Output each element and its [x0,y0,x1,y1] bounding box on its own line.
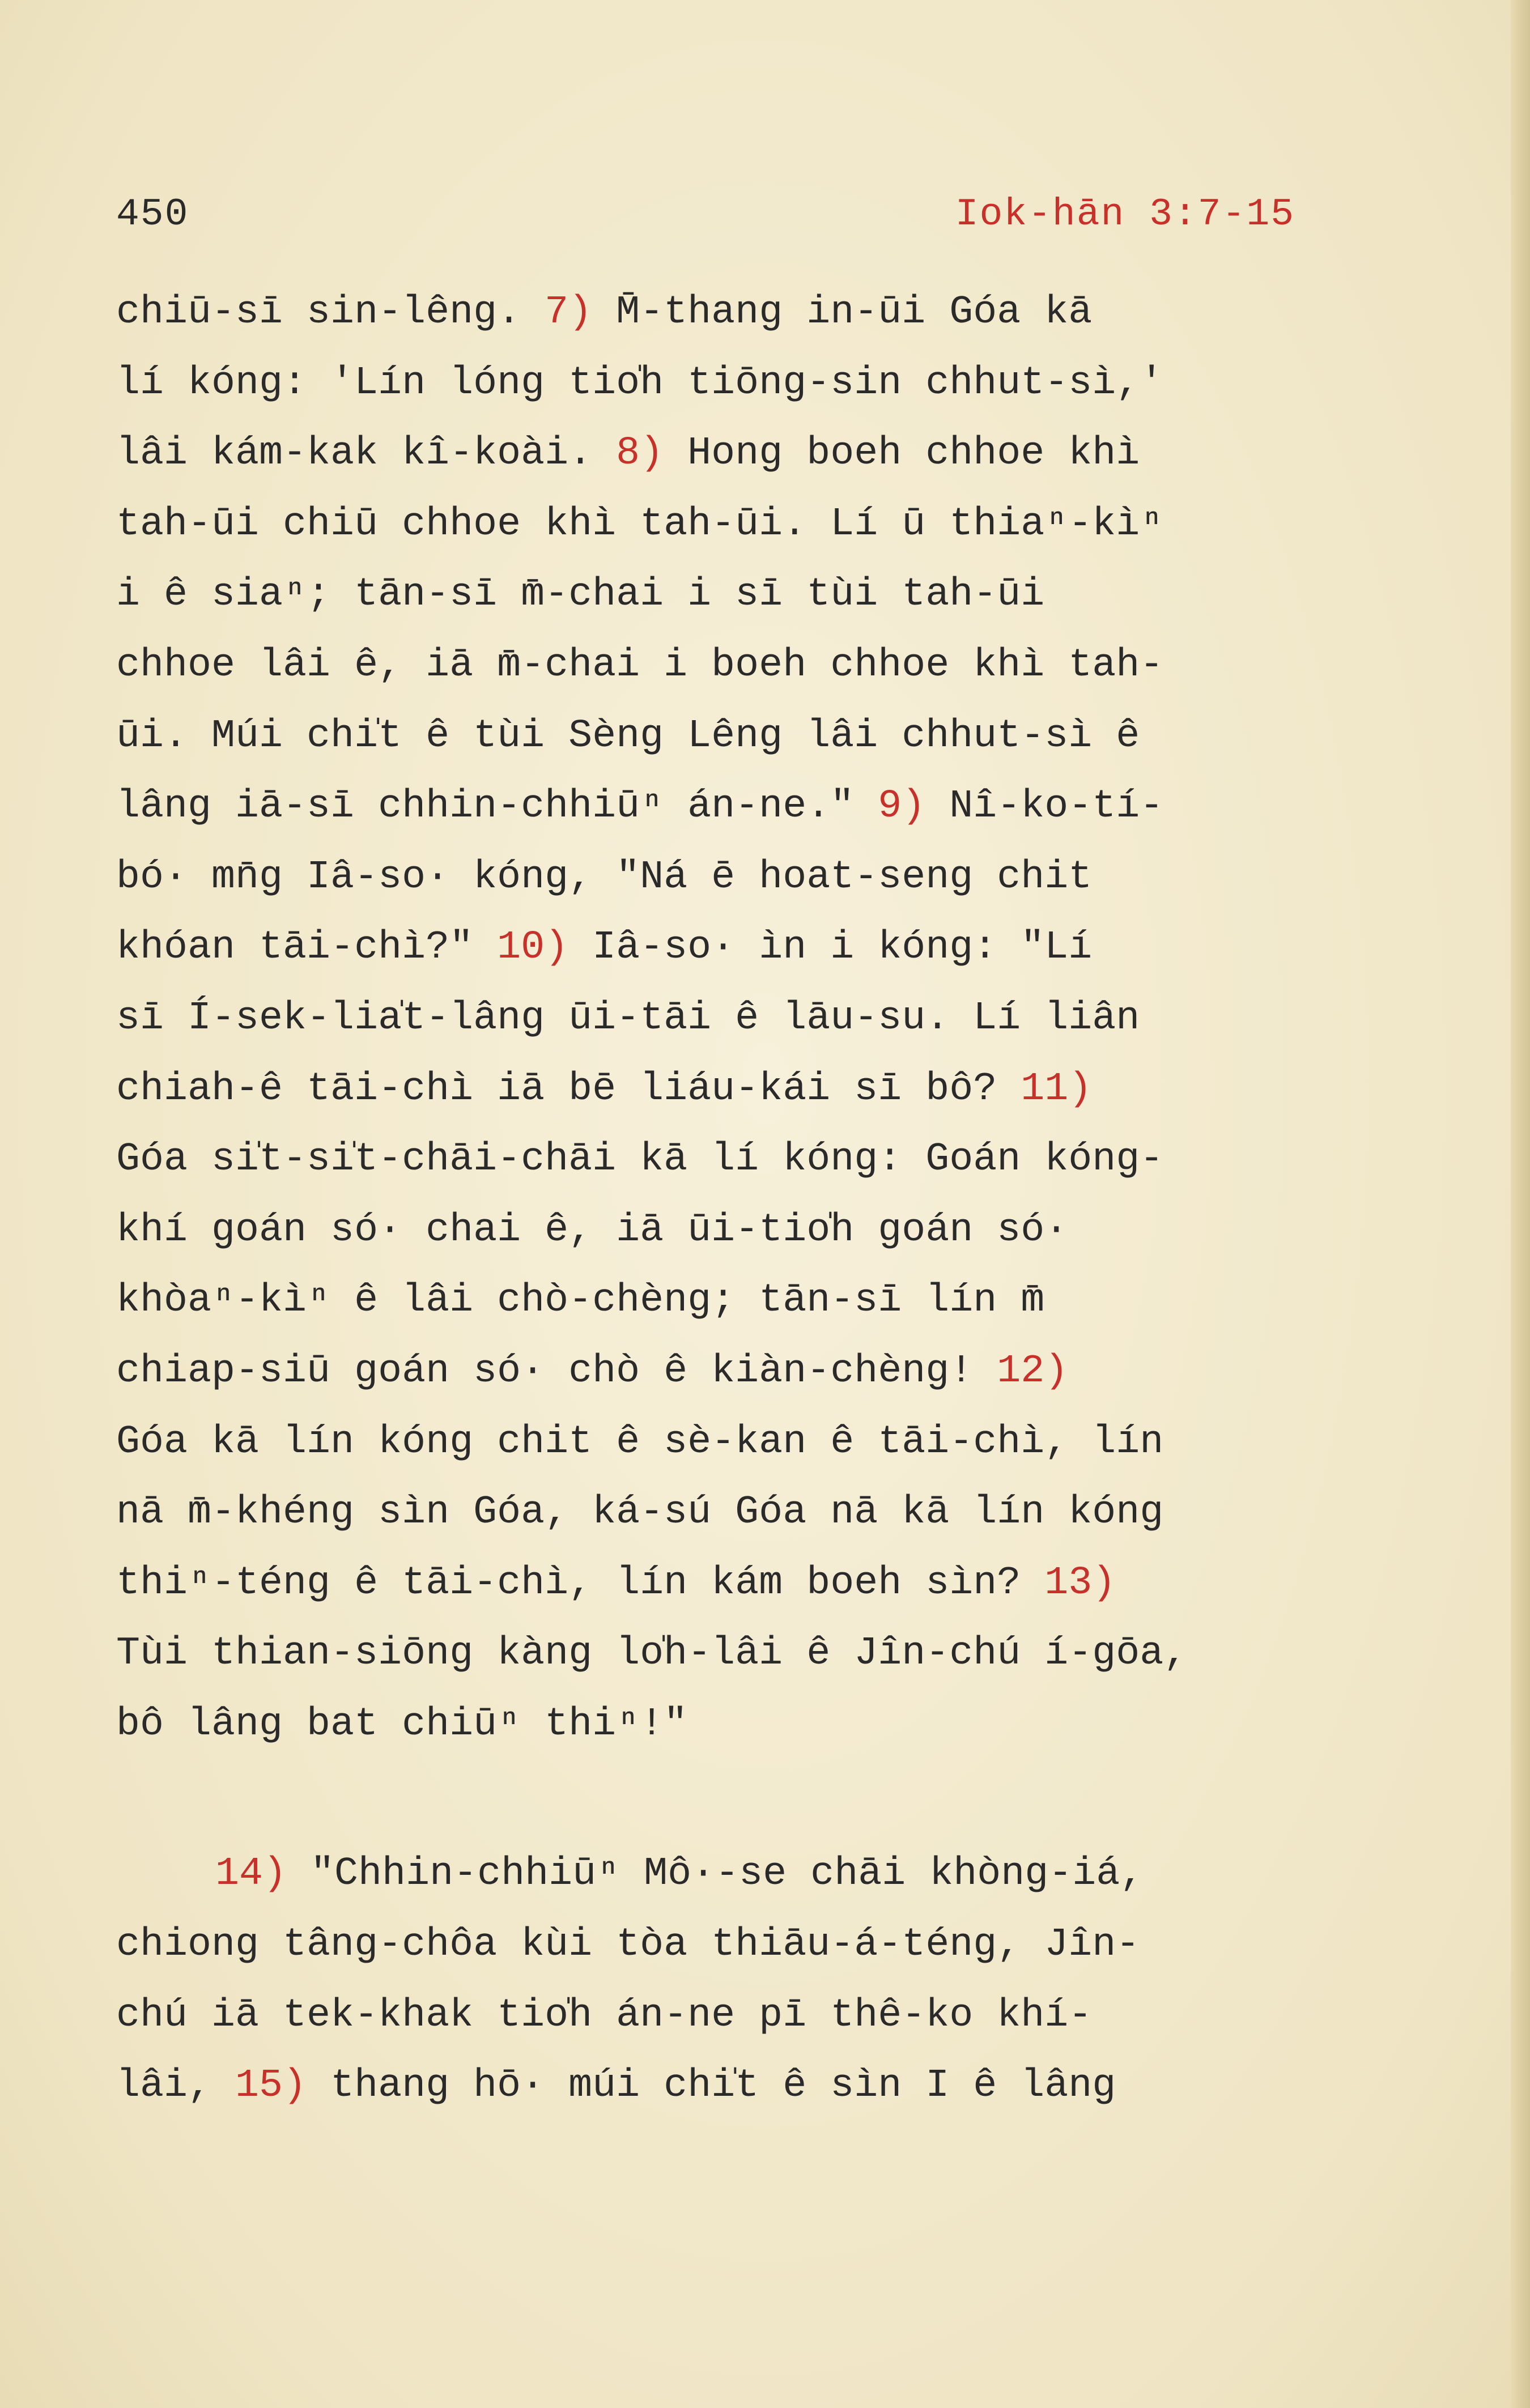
line-text: ūi. Múi chi̍t ê tùi Sèng Lêng lâi chhut-sì ê [116,713,1140,759]
line-text: tah-ūi chiū chhoe khì tah-ūi. Lí ū thiaⁿ-kìⁿ [116,501,1164,547]
verse-number: 15) [235,2064,307,2109]
line-text: i ê siaⁿ; tān-sī m̄-chai i sī tùi tah-ūi [116,572,1045,618]
line-text: Góa si̍t-si̍t-chāi-chāi kā lí kóng: Goán kóng- [116,1137,1164,1182]
text-line [116,1690,1436,1760]
text-line [116,2051,1436,2122]
text-line [116,348,1436,419]
verse-number: 8) [616,431,664,477]
line-text: Nî-ko-tí- [925,784,1164,829]
line-text: bô lâng bat chiūⁿ thiⁿ!" [116,1701,688,1747]
line-text: sī Í-sek-lia̍t-lâng ūi-tāi ê lāu-su. Lí liân [116,995,1140,1041]
verse-number: 11) [1021,1066,1093,1112]
verse-number: 12) [997,1348,1069,1394]
line-text: khí goán só· chai ê, iā ūi-tio̍h goán só· [116,1207,1069,1253]
line-text: thiⁿ-téng ê tāi-chì, lín kám boeh sìn? [116,1560,1045,1606]
paragraph-2 [116,1839,1436,2121]
text-line [116,772,1436,843]
text-line [116,1619,1436,1690]
line-text: lâi, [116,2064,236,2109]
text-line [116,1125,1436,1196]
line-text: "Chhin-chhiūⁿ Mô·-se chāi khòng-iá, [287,1852,1144,1897]
line-text: khòaⁿ-kìⁿ ê lâi chò-chèng; tān-sī lín m̄ [116,1278,1045,1324]
text-line [116,1981,1436,2052]
line-text: Hong boeh chhoe khì [664,431,1140,477]
line-text: lâi kám-kak kî-koài. [116,431,617,477]
verse-number: 13) [1044,1560,1116,1606]
line-text: lâng iā-sī chhin-chhiūⁿ án-ne." [116,784,878,829]
line-text: chhoe lâi ê, iā m̄-chai i boeh chhoe khì tah- [116,643,1164,688]
line-text: chú iā tek-khak tio̍h án-ne pī thê-ko khí- [116,1993,1093,2038]
text-line [116,701,1436,772]
text-line [116,1266,1436,1337]
line-text: lí kóng: 'Lín lóng tio̍h tiōng-sin chhut-sì,' [116,360,1164,406]
line-text: M̄-thang in-ūi Góa kā [592,290,1093,335]
line-text: chiū-sī sin-lêng. [116,290,545,335]
text-line [116,278,1436,348]
text-line [116,419,1436,490]
text-line [116,843,1436,913]
paragraph-1 [116,278,1436,1760]
text-line [116,1337,1436,1407]
line-text: chiong tâng-chôa kùi tòa thiāu-á-téng, Jîn- [116,1922,1140,1968]
text-line [116,1054,1436,1125]
line-text: nā m̄-khéng sìn Góa, ká-sú Góa nā kā lín kóng [116,1490,1164,1535]
text-line [116,1196,1436,1266]
line-text: chiah-ê tāi-chì iā bē liáu-kái sī bô? [116,1066,1021,1112]
page-header [116,193,1295,255]
text-line [116,1839,1436,1910]
line-text: chiap-siū goán só· chò ê kiàn-chèng! [116,1348,997,1394]
text-line [116,913,1436,984]
verse-number: 7) [545,290,593,335]
line-text: khóan tāi-chì?" [116,925,498,971]
verse-number: 10) [497,925,569,971]
line-text: Tùi thian-siōng kàng lo̍h-lâi ê Jîn-chú í-gōa, [116,1631,1188,1677]
paragraph-gap [116,1760,1436,1839]
body-text [116,278,1436,2122]
page-number: 450 [116,193,189,236]
text-line [116,490,1436,560]
verse-number: 9) [878,784,926,829]
text-line [116,1910,1436,1981]
line-text: thang hō· múi chi̍t ê sìn I ê lâng [307,2064,1116,2109]
text-line [116,1407,1436,1478]
text-line [116,1548,1436,1619]
line-text: bó· mn̄g Iâ-so· kóng, "Ná ē hoat-seng chit [116,854,1093,900]
line-text: Góa kā lín kóng chit ê sè-kan ê tāi-chì, lín [116,1419,1164,1465]
verse-number: 14) [215,1852,287,1897]
text-line [116,631,1436,701]
text-line [116,560,1436,631]
text-line [116,1478,1436,1548]
text-line [116,984,1436,1054]
page-edge [1511,0,1530,2408]
line-text: Iâ-so· ìn i kóng: "Lí [568,925,1093,971]
running-head: Iok-hān 3:7-15 [955,193,1295,236]
